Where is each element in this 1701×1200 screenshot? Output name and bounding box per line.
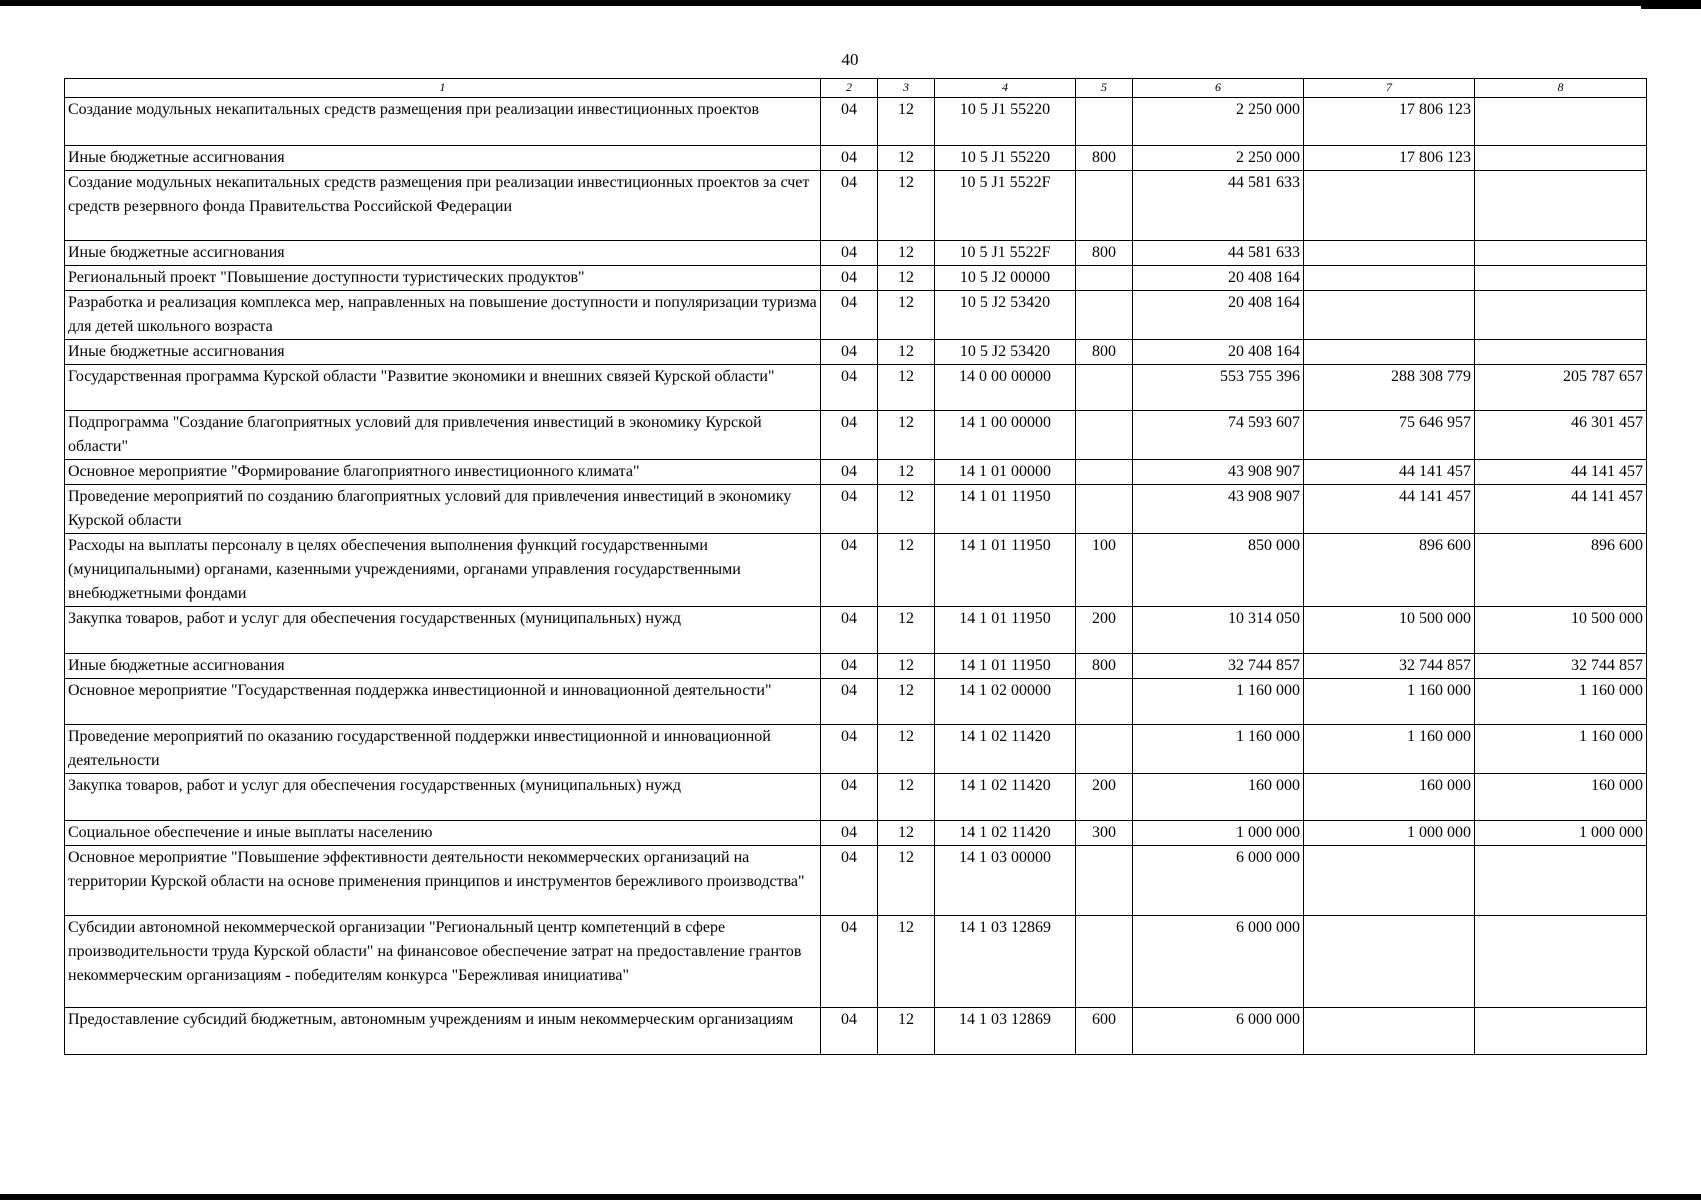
- cell-amount-7: 75 646 957: [1304, 411, 1475, 460]
- cell-subsection: 12: [878, 725, 935, 774]
- cell-amount-6: 10 314 050: [1133, 607, 1304, 654]
- cell-target-article: 14 1 03 12869: [935, 1008, 1076, 1055]
- cell-target-article: 10 5 J1 5522F: [935, 241, 1076, 266]
- cell-amount-6: 44 581 633: [1133, 241, 1304, 266]
- cell-section: 04: [821, 291, 878, 340]
- cell-amount-7: [1304, 171, 1475, 241]
- cell-amount-7: 17 806 123: [1304, 146, 1475, 171]
- cell-target-article: 14 1 01 00000: [935, 460, 1076, 485]
- cell-target-article: 14 1 01 11950: [935, 485, 1076, 534]
- cell-section: 04: [821, 821, 878, 846]
- cell-subsection: 12: [878, 607, 935, 654]
- cell-section: 04: [821, 607, 878, 654]
- table-row: [65, 916, 1647, 1008]
- cell-name: Расходы на выплаты персоналу в целях обеспечения выполнения функций государственными (муниципальными) органами, казенными учреждениями, органами управления государственными внебюджетными фондами: [65, 534, 821, 607]
- cell-expense-type: [1076, 485, 1133, 534]
- cell-section: 04: [821, 146, 878, 171]
- column-header: 6: [1133, 79, 1304, 98]
- cell-name: Создание модульных некапитальных средств размещения при реализации инвестиционных проектов: [65, 98, 821, 146]
- cell-amount-8: 10 500 000: [1475, 607, 1647, 654]
- cell-target-article: 14 0 00 00000: [935, 365, 1076, 411]
- cell-name: Основное мероприятие "Государственная поддержка инвестиционной и инновационной деятельности": [65, 679, 821, 725]
- cell-amount-8: 1 000 000: [1475, 821, 1647, 846]
- cell-amount-6: 74 593 607: [1133, 411, 1304, 460]
- cell-name: Проведение мероприятий по созданию благоприятных условий для привлечения инвестиций в экономику Курской области: [65, 485, 821, 534]
- cell-name: Иные бюджетные ассигнования: [65, 241, 821, 266]
- cell-section: 04: [821, 411, 878, 460]
- cell-target-article: 10 5 J1 55220: [935, 98, 1076, 146]
- cell-target-article: 14 1 02 11420: [935, 821, 1076, 846]
- cell-amount-6: 6 000 000: [1133, 1008, 1304, 1055]
- scan-edge-bottom: [0, 1194, 1701, 1200]
- cell-expense-type: [1076, 171, 1133, 241]
- table-row: [65, 146, 1647, 171]
- cell-target-article: 14 1 02 11420: [935, 725, 1076, 774]
- cell-section: 04: [821, 1008, 878, 1055]
- cell-target-article: 10 5 J2 53420: [935, 291, 1076, 340]
- cell-amount-8: [1475, 146, 1647, 171]
- table-row: [65, 534, 1647, 607]
- cell-amount-6: 20 408 164: [1133, 340, 1304, 365]
- table-row: [65, 774, 1647, 821]
- cell-amount-8: 32 744 857: [1475, 654, 1647, 679]
- cell-amount-7: 44 141 457: [1304, 485, 1475, 534]
- cell-amount-7: 32 744 857: [1304, 654, 1475, 679]
- cell-target-article: 14 1 02 00000: [935, 679, 1076, 725]
- cell-section: 04: [821, 679, 878, 725]
- cell-amount-7: [1304, 291, 1475, 340]
- cell-amount-6: 20 408 164: [1133, 266, 1304, 291]
- cell-amount-7: 896 600: [1304, 534, 1475, 607]
- cell-amount-8: [1475, 291, 1647, 340]
- table-row: [65, 291, 1647, 340]
- cell-name: Иные бюджетные ассигнования: [65, 146, 821, 171]
- column-header: 1: [65, 79, 821, 98]
- cell-name: Основное мероприятие "Формирование благоприятного инвестиционного климата": [65, 460, 821, 485]
- cell-subsection: 12: [878, 916, 935, 1008]
- cell-section: 04: [821, 98, 878, 146]
- cell-expense-type: [1076, 98, 1133, 146]
- cell-section: 04: [821, 241, 878, 266]
- cell-amount-8: 896 600: [1475, 534, 1647, 607]
- table-row: [65, 241, 1647, 266]
- table-row: [65, 460, 1647, 485]
- cell-target-article: 10 5 J2 00000: [935, 266, 1076, 291]
- cell-target-article: 14 1 03 12869: [935, 916, 1076, 1008]
- cell-amount-6: 553 755 396: [1133, 365, 1304, 411]
- cell-target-article: 14 1 01 11950: [935, 534, 1076, 607]
- cell-name: Социальное обеспечение и иные выплаты населению: [65, 821, 821, 846]
- cell-subsection: 12: [878, 460, 935, 485]
- table-body: [65, 98, 1647, 1055]
- cell-amount-8: 44 141 457: [1475, 485, 1647, 534]
- cell-subsection: 12: [878, 411, 935, 460]
- table-row: [65, 821, 1647, 846]
- cell-name: Разработка и реализация комплекса мер, направленных на повышение доступности и популяризации туризма для детей школьного возраста: [65, 291, 821, 340]
- cell-section: 04: [821, 846, 878, 916]
- cell-name: Закупка товаров, работ и услуг для обеспечения государственных (муниципальных) нужд: [65, 607, 821, 654]
- cell-amount-7: 1 160 000: [1304, 679, 1475, 725]
- cell-section: 04: [821, 916, 878, 1008]
- cell-expense-type: 800: [1076, 340, 1133, 365]
- cell-amount-8: 1 160 000: [1475, 679, 1647, 725]
- cell-amount-7: 288 308 779: [1304, 365, 1475, 411]
- cell-subsection: 12: [878, 98, 935, 146]
- cell-section: 04: [821, 171, 878, 241]
- cell-expense-type: [1076, 291, 1133, 340]
- column-header: 3: [878, 79, 935, 98]
- table-row: [65, 679, 1647, 725]
- cell-amount-7: [1304, 1008, 1475, 1055]
- cell-amount-6: 44 581 633: [1133, 171, 1304, 241]
- cell-amount-7: [1304, 916, 1475, 1008]
- cell-amount-8: [1475, 1008, 1647, 1055]
- cell-target-article: 10 5 J1 55220: [935, 146, 1076, 171]
- cell-section: 04: [821, 725, 878, 774]
- budget-table: [64, 78, 1647, 1055]
- cell-expense-type: 200: [1076, 607, 1133, 654]
- cell-target-article: 10 5 J2 53420: [935, 340, 1076, 365]
- cell-name: Иные бюджетные ассигнования: [65, 340, 821, 365]
- scan-edge-top: [0, 0, 1701, 6]
- cell-expense-type: 100: [1076, 534, 1133, 607]
- cell-amount-8: [1475, 846, 1647, 916]
- cell-subsection: 12: [878, 241, 935, 266]
- cell-subsection: 12: [878, 821, 935, 846]
- column-header: 7: [1304, 79, 1475, 98]
- cell-amount-7: [1304, 241, 1475, 266]
- cell-target-article: 14 1 01 11950: [935, 607, 1076, 654]
- cell-amount-6: 43 908 907: [1133, 460, 1304, 485]
- cell-amount-8: [1475, 241, 1647, 266]
- cell-section: 04: [821, 774, 878, 821]
- table-row: [65, 485, 1647, 534]
- cell-amount-7: 10 500 000: [1304, 607, 1475, 654]
- table-row: [65, 365, 1647, 411]
- cell-amount-8: 205 787 657: [1475, 365, 1647, 411]
- cell-subsection: 12: [878, 846, 935, 916]
- cell-amount-6: 20 408 164: [1133, 291, 1304, 340]
- cell-expense-type: 800: [1076, 654, 1133, 679]
- cell-target-article: 14 1 03 00000: [935, 846, 1076, 916]
- cell-amount-8: [1475, 916, 1647, 1008]
- cell-amount-8: [1475, 171, 1647, 241]
- cell-subsection: 12: [878, 171, 935, 241]
- cell-name: Проведение мероприятий по оказанию государственной поддержки инвестиционной и инновационной деятельности: [65, 725, 821, 774]
- cell-target-article: 14 1 00 00000: [935, 411, 1076, 460]
- cell-section: 04: [821, 460, 878, 485]
- cell-section: 04: [821, 534, 878, 607]
- cell-expense-type: [1076, 365, 1133, 411]
- scan-corner-mark: [1641, 0, 1701, 9]
- cell-amount-8: [1475, 340, 1647, 365]
- cell-amount-8: 44 141 457: [1475, 460, 1647, 485]
- cell-amount-7: [1304, 266, 1475, 291]
- cell-amount-6: 2 250 000: [1133, 146, 1304, 171]
- cell-expense-type: [1076, 846, 1133, 916]
- table-row: [65, 846, 1647, 916]
- cell-section: 04: [821, 266, 878, 291]
- table-row: [65, 171, 1647, 241]
- cell-subsection: 12: [878, 679, 935, 725]
- cell-name: Основное мероприятие "Повышение эффективности деятельности некоммерческих организаций на территории Курской области на основе применения принципов и инструментов бережливого производства": [65, 846, 821, 916]
- cell-amount-6: 2 250 000: [1133, 98, 1304, 146]
- cell-expense-type: 200: [1076, 774, 1133, 821]
- column-header: 8: [1475, 79, 1647, 98]
- cell-expense-type: [1076, 679, 1133, 725]
- cell-subsection: 12: [878, 534, 935, 607]
- table-row: [65, 654, 1647, 679]
- table-row: [65, 1008, 1647, 1055]
- cell-amount-8: 1 160 000: [1475, 725, 1647, 774]
- cell-amount-8: 160 000: [1475, 774, 1647, 821]
- cell-section: 04: [821, 340, 878, 365]
- column-number-row: [65, 79, 1647, 98]
- column-header: 2: [821, 79, 878, 98]
- cell-expense-type: 800: [1076, 146, 1133, 171]
- cell-name: Предоставление субсидий бюджетным, автономным учреждениям и иным некоммерческим организациям: [65, 1008, 821, 1055]
- cell-section: 04: [821, 485, 878, 534]
- cell-section: 04: [821, 365, 878, 411]
- cell-expense-type: [1076, 916, 1133, 1008]
- cell-amount-7: 1 000 000: [1304, 821, 1475, 846]
- cell-amount-7: 160 000: [1304, 774, 1475, 821]
- cell-amount-6: 43 908 907: [1133, 485, 1304, 534]
- column-header: 5: [1076, 79, 1133, 98]
- cell-amount-6: 32 744 857: [1133, 654, 1304, 679]
- cell-subsection: 12: [878, 266, 935, 291]
- cell-name: Создание модульных некапитальных средств размещения при реализации инвестиционных проектов за счет средств резервного фонда Правительства Российской Федерации: [65, 171, 821, 241]
- cell-expense-type: [1076, 725, 1133, 774]
- cell-amount-6: 6 000 000: [1133, 846, 1304, 916]
- cell-name: Подпрограмма "Создание благоприятных условий для привлечения инвестиций в экономику Курской области": [65, 411, 821, 460]
- page-number: 40: [841, 50, 859, 69]
- cell-subsection: 12: [878, 485, 935, 534]
- cell-expense-type: [1076, 411, 1133, 460]
- table-row: [65, 725, 1647, 774]
- cell-amount-6: 1 160 000: [1133, 725, 1304, 774]
- cell-subsection: 12: [878, 291, 935, 340]
- cell-amount-6: 6 000 000: [1133, 916, 1304, 1008]
- cell-expense-type: 800: [1076, 241, 1133, 266]
- cell-amount-6: 1 160 000: [1133, 679, 1304, 725]
- cell-amount-6: 850 000: [1133, 534, 1304, 607]
- cell-amount-7: 17 806 123: [1304, 98, 1475, 146]
- cell-name: Иные бюджетные ассигнования: [65, 654, 821, 679]
- table-row: [65, 411, 1647, 460]
- cell-amount-7: 1 160 000: [1304, 725, 1475, 774]
- table-row: [65, 266, 1647, 291]
- table-row: [65, 607, 1647, 654]
- cell-subsection: 12: [878, 774, 935, 821]
- column-header: 4: [935, 79, 1076, 98]
- cell-section: 04: [821, 654, 878, 679]
- cell-amount-8: 46 301 457: [1475, 411, 1647, 460]
- cell-amount-7: [1304, 846, 1475, 916]
- cell-subsection: 12: [878, 340, 935, 365]
- cell-expense-type: 600: [1076, 1008, 1133, 1055]
- cell-subsection: 12: [878, 654, 935, 679]
- cell-name: Региональный проект "Повышение доступности туристических продуктов": [65, 266, 821, 291]
- cell-target-article: 14 1 01 11950: [935, 654, 1076, 679]
- cell-target-article: 10 5 J1 5522F: [935, 171, 1076, 241]
- cell-subsection: 12: [878, 1008, 935, 1055]
- cell-name: Государственная программа Курской области "Развитие экономики и внешних связей Курской области": [65, 365, 821, 411]
- cell-name: Закупка товаров, работ и услуг для обеспечения государственных (муниципальных) нужд: [65, 774, 821, 821]
- cell-amount-7: 44 141 457: [1304, 460, 1475, 485]
- cell-target-article: 14 1 02 11420: [935, 774, 1076, 821]
- table-row: [65, 340, 1647, 365]
- cell-expense-type: 300: [1076, 821, 1133, 846]
- table-row: [65, 98, 1647, 146]
- cell-subsection: 12: [878, 365, 935, 411]
- cell-amount-8: [1475, 98, 1647, 146]
- cell-amount-8: [1475, 266, 1647, 291]
- cell-amount-6: 1 000 000: [1133, 821, 1304, 846]
- cell-name: Субсидии автономной некоммерческой организации "Региональный центр компетенций в сфере производительности труда Курской области" на финансовое обеспечение затрат на предоставление грантов некоммерческим организациям - победителям конкурса "Бережливая инициатива": [65, 916, 821, 1008]
- cell-expense-type: [1076, 266, 1133, 291]
- cell-amount-6: 160 000: [1133, 774, 1304, 821]
- cell-amount-7: [1304, 340, 1475, 365]
- cell-expense-type: [1076, 460, 1133, 485]
- cell-subsection: 12: [878, 146, 935, 171]
